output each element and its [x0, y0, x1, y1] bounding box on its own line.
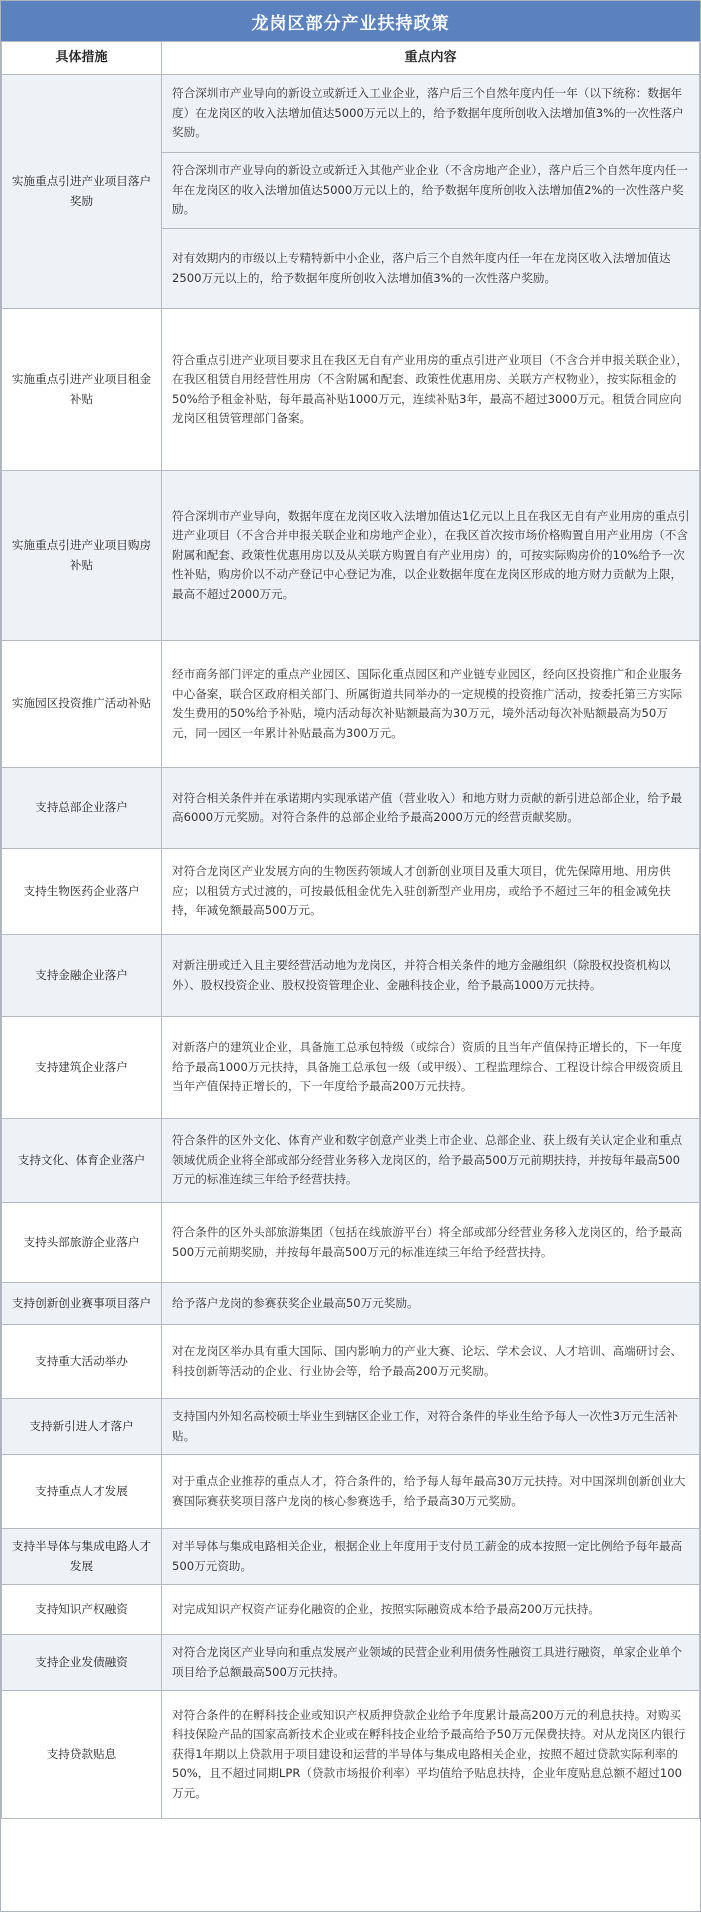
table-header-row: [2, 42, 700, 75]
table-row: [2, 935, 700, 1017]
header-content: 重点内容: [162, 42, 700, 75]
content-cell: 给予落户龙岗的参赛获奖企业最高50万元奖励。: [162, 1283, 700, 1325]
measure-cell: 支持企业发债融资: [2, 1635, 162, 1691]
table-row: [2, 1529, 700, 1585]
policy-table: [1, 41, 700, 1819]
content-cell: 对符合龙岗区产业导向和重点发展产业领域的民营企业利用债务性融资工具进行融资，单家企业单个项目给予总额最高500万元扶持。: [162, 1635, 700, 1691]
measure-cell: 实施重点引进产业项目落户奖励: [2, 75, 162, 309]
table-row: [2, 1325, 700, 1399]
measure-cell: 支持创新创业赛事项目落户: [2, 1283, 162, 1325]
measure-cell: 支持总部企业落户: [2, 768, 162, 849]
table-row: [2, 1119, 700, 1203]
content-cell: 对完成知识产权资产证券化融资的企业，按照实际融资成本给予最高200万元扶持。: [162, 1585, 700, 1635]
table-row: [2, 1017, 700, 1119]
table-row: [2, 471, 700, 641]
content-cell: 对在龙岗区举办具有重大国际、国内影响力的产业大赛、论坛、学术会议、人才培训、高端研讨会、科技创新等活动的企业、行业协会等，给予最高200万元奖励。: [162, 1325, 700, 1399]
measure-cell: 支持建筑企业落户: [2, 1017, 162, 1119]
table-row: [2, 1691, 700, 1819]
measure-cell: 支持金融企业落户: [2, 935, 162, 1017]
table-row: [2, 849, 700, 935]
measure-cell: 支持贷款贴息: [2, 1691, 162, 1819]
measure-cell: 支持重点人才发展: [2, 1455, 162, 1529]
content-cell: 对新落户的建筑业企业，具备施工总承包特级（或综合）资质的且当年产值保持正增长的，下一年度给予最高1000万元扶持，具备施工总承包一级（或甲级）、工程监理综合、工程设计综合甲级资质且当年产值保持正增长的，下一年度给予最高200万元扶持。: [162, 1017, 700, 1119]
table-row: [2, 1455, 700, 1529]
table-row: [2, 1283, 700, 1325]
page-title: 龙岗区部分产业扶持政策: [1, 1, 700, 41]
measure-cell: 支持重大活动举办: [2, 1325, 162, 1399]
content-cell: 符合重点引进产业项目要求且在我区无自有产业用房的重点引进产业项目（不含合并申报关联企业），在我区租赁自用经营性用房（不含附属和配套、政策性优惠用房、关联方产权物业），按实际租金的50%给予租金补贴，每年最高补贴1000万元，连续补贴3年，最高不超过3000万元。租赁合同应向龙岗区租赁管理部门备案。: [162, 309, 700, 471]
content-cell: 对符合条件的在孵科技企业或知识产权质押贷款企业给予年度累计最高200万元的利息扶持。对购买科技保险产品的国家高新技术企业或在孵科技企业给予最高给予50万元保费扶持。对从龙岗区内银行获得1年期以上贷款用于项目建设和运营的半导体与集成电路相关企业，按照不超过贷款实际利率的50%，且不超过同期LPR（贷款市场报价利率）平均值给予贴息扶持，企业年度贴息总额不超过100万元。: [162, 1691, 700, 1819]
content-cell: 符合深圳市产业导向，数据年度在龙岗区收入法增加值达1亿元以上且在我区无自有产业用房的重点引进产业项目（不含合并申报关联企业和房地产企业），在我区首次按市场价格购置自用产业用房（不含附属和配套、政策性优惠用房以及从关联方购置自有产业用房）的，可按实际购房价的10%给予一次性补贴，购房价以不动产登记中心登记为准，以企业数据年度在龙岗区形成的地方财力贡献为上限，最高不超过2000万元。: [162, 471, 700, 641]
content-cell: 对符合相关条件并在承诺期内实现承诺产值（营业收入）和地方财力贡献的新引进总部企业，给予最高6000万元奖励。对符合条件的总部企业给予最高2000万元的经营贡献奖励。: [162, 768, 700, 849]
content-cell: 对半导体与集成电路相关企业，根据企业上年度用于支付员工薪金的成本按照一定比例给予每年最高500万元资助。: [162, 1529, 700, 1585]
measure-cell: 支持文化、体育企业落户: [2, 1119, 162, 1203]
table-row: [2, 768, 700, 849]
table-row: [2, 1635, 700, 1691]
content-cell: 对符合龙岗区产业发展方向的生物医药领域人才创新创业项目及重大项目，优先保障用地、用房供应；以租赁方式过渡的，可按最低租金优先入驻创新型产业用房，或给予不超过三年的租金减免扶持，年减免额最高500万元。: [162, 849, 700, 935]
header-measure: 具体措施: [2, 42, 162, 75]
measure-cell: 实施园区投资推广活动补贴: [2, 641, 162, 768]
measure-cell: 支持新引进人才落户: [2, 1399, 162, 1455]
table-row: [2, 1585, 700, 1635]
measure-cell: 支持头部旅游企业落户: [2, 1203, 162, 1283]
measure-cell: 支持生物医药企业落户: [2, 849, 162, 935]
content-cell: 符合深圳市产业导向的新设立或新迁入其他产业企业（不含房地产企业），落户后三个自然年度内任一年在龙岗区的收入法增加值达5000万元以上的，给予数据年度所创收入法增加值2%的一次性落户奖励。: [162, 153, 700, 229]
content-cell: 对有效期内的市级以上专精特新中小企业，落户后三个自然年度内任一年在龙岗区收入法增加值达2500万元以上的，给予数据年度所创收入法增加值3%的一次性落户奖励。: [162, 229, 700, 309]
table-row: [2, 641, 700, 768]
table-row: [2, 1203, 700, 1283]
table-row: [2, 309, 700, 471]
measure-cell: 实施重点引进产业项目租金补贴: [2, 309, 162, 471]
content-cell: 符合深圳市产业导向的新设立或新迁入工业企业，落户后三个自然年度内任一年（以下统称：数据年度）在龙岗区的收入法增加值达5000万元以上的，给予数据年度所创收入法增加值3%的一次性落户奖励。: [162, 75, 700, 153]
content-cell: 对新注册或迁入且主要经营活动地为龙岗区，并符合相关条件的地方金融组织（除股权投资机构以外）、股权投资企业、股权投资管理企业、金融科技企业，给予最高1000万元扶持。: [162, 935, 700, 1017]
measure-cell: 实施重点引进产业项目购房补贴: [2, 471, 162, 641]
content-cell: 支持国内外知名高校硕士毕业生到辖区企业工作，对符合条件的毕业生给予每人一次性3万元生活补贴。: [162, 1399, 700, 1455]
content-cell: 经市商务部门评定的重点产业园区、国际化重点园区和产业链专业园区，经向区投资推广和企业服务中心备案，联合区政府相关部门、所属街道共同举办的一定规模的投资推广活动，按委托第三方实际发生费用的50%给予补贴，境内活动每次补贴额最高为30万元，境外活动每次补贴额最高为50万元，同一园区一年累计补贴最高为300万元。: [162, 641, 700, 768]
table-row: [2, 75, 700, 153]
content-cell: 对于重点企业推荐的重点人才，符合条件的，给予每人每年最高30万元扶持。对中国深圳创新创业大赛国际赛获奖项目落户龙岗的核心参赛选手，给予最高30万元奖励。: [162, 1455, 700, 1529]
table-row: [2, 1399, 700, 1455]
measure-cell: 支持半导体与集成电路人才发展: [2, 1529, 162, 1585]
measure-cell: 支持知识产权融资: [2, 1585, 162, 1635]
content-cell: 符合条件的区外头部旅游集团（包括在线旅游平台）将全部或部分经营业务移入龙岗区的，给予最高500万元前期奖励，并按每年最高500万元的标准连续三年给予经营扶持。: [162, 1203, 700, 1283]
content-cell: 符合条件的区外文化、体育产业和数字创意产业类上市企业、总部企业、获上级有关认定企业和重点领域优质企业将全部或部分经营业务移入龙岗区的，给予最高500万元前期扶持，并按每年最高500万元的标准连续三年给予经营扶持。: [162, 1119, 700, 1203]
